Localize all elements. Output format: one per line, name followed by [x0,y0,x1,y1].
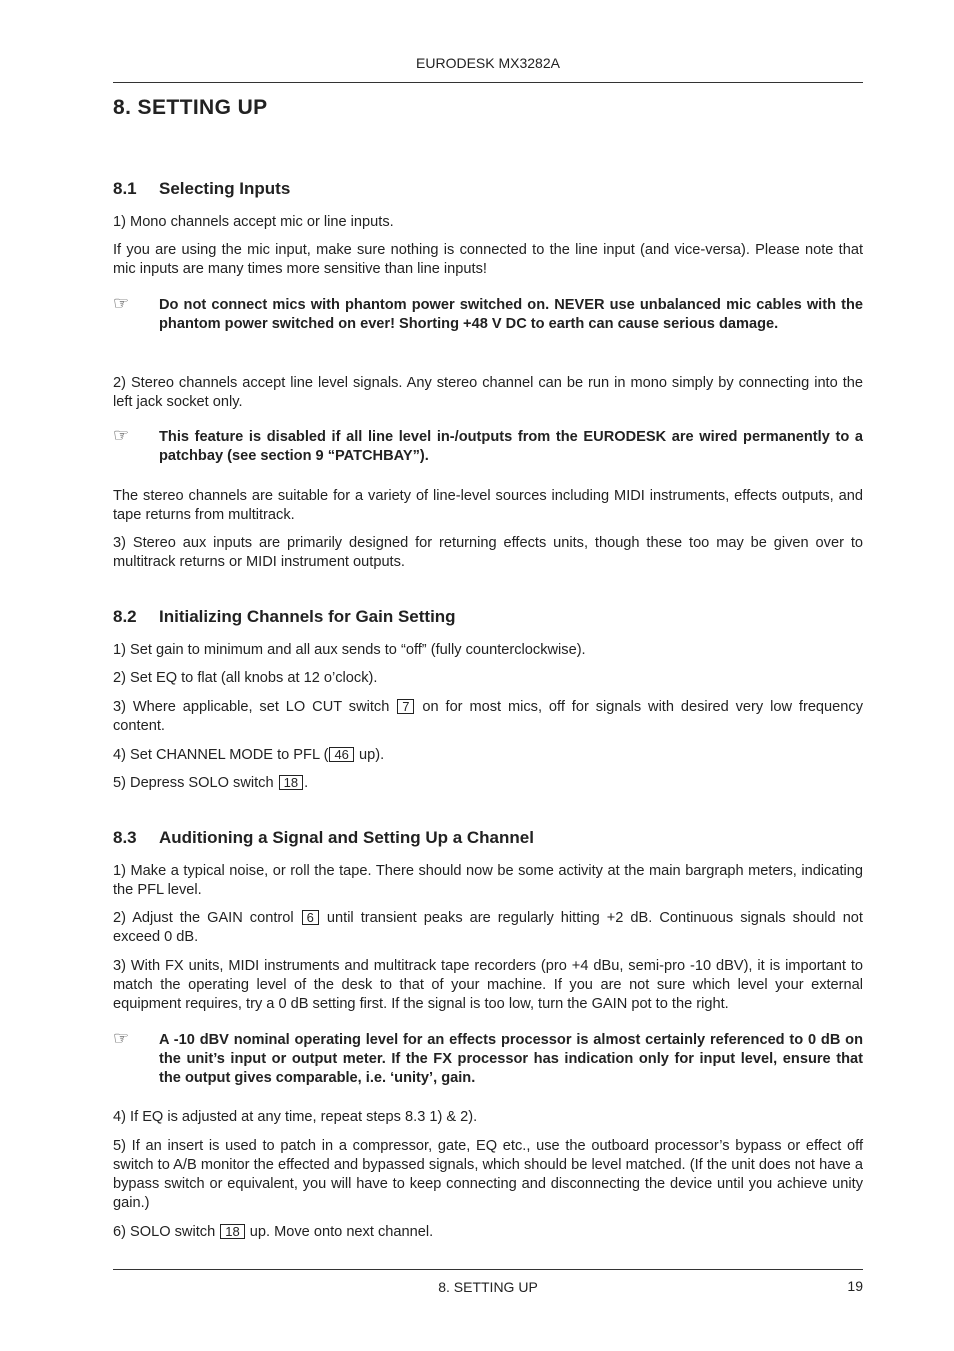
section-heading-8-1 [113,179,290,199]
paragraph: 4) If EQ is adjusted at any time, repeat steps 8.3 1) & 2). [113,1109,478,1125]
note-text: This feature is disabled if all line level in-/outputs from the EURODESK are wired permanently to a patchbay (see section 9 “PATCHBAY”). [159,429,863,464]
paragraph: 1) Set gain to minimum and all aux sends to “off” (fully counterclockwise). [113,642,586,658]
section-title: Auditioning a Signal and Setting Up a Channel [159,828,534,847]
pointing-hand-icon: ☞ [113,293,130,314]
section-title: Selecting Inputs [159,179,291,198]
control-number-box: 18 [220,1224,244,1239]
text-run: on for most mics, off for signals with desired very low frequency content. [113,699,863,734]
section-number: 8.2 [113,607,137,626]
text-run: up). [354,747,385,763]
control-number-box: 6 [302,910,319,925]
paragraph: 2) Set EQ to flat (all knobs at 12 o’clock). [113,670,378,686]
paragraph: If you are using the mic input, make sure nothing is connected to the line input (and vice-versa). Please note that mic inputs are many times more sensitive than line inputs! [113,242,863,277]
pointing-hand-icon: ☞ [113,1028,130,1049]
paragraph [113,1223,863,1242]
text-run: 5) Depress SOLO switch [113,775,278,791]
section-number: 8.3 [113,828,137,847]
paragraph: 3) With FX units, MIDI instruments and multitrack tape recorders (pro +4 dBu, semi-pro -10 dBV), it is important to match the operating level of the desk to that of your machine. If you are not sure which level your external equipment requires, try a 0 dB setting first. If the signal is too low, turn the GAIN pot to the right. [113,958,863,1012]
text-run: . [304,775,309,791]
paragraph: The stereo channels are suitable for a variety of line-level sources including MIDI instruments, effects outputs, and tape returns from multitrack. [113,488,863,523]
text-run: 2) Adjust the GAIN control [113,910,301,926]
paragraph [113,774,863,793]
control-number-box: 18 [279,775,303,790]
section-heading-8-3 [113,828,534,848]
control-number-box: 7 [397,699,414,714]
footer-rule [113,1269,863,1270]
paragraph: 1) Mono channels accept mic or line inputs. [113,214,394,230]
note-text: Do not connect mics with phantom power switched on. NEVER use unbalanced mic cables with the phantom power switched on ever! Shorting +48 V DC to earth can cause serious damage. [159,297,863,332]
paragraph: 2) Stereo channels accept line level signals. Any stereo channel can be run in mono simply by connecting into the left jack socket only. [113,375,863,410]
paragraph: 1) Make a typical noise, or roll the tape. There should now be some activity at the main bargraph meters, indicating the PFL level. [113,863,863,898]
note-text: A -10 dBV nominal operating level for an effects processor is almost certainly referenced to 0 dB on the unit’s input or output meter. If the FX processor has indication only for input level, ensure that the output gives comparable, i.e. ‘unity’, gain. [159,1032,863,1086]
text-run: 3) Where applicable, set LO CUT switch [113,699,397,715]
text-run: 6) SOLO switch [113,1224,220,1240]
section-title: Initializing Channels for Gain Setting [159,607,456,626]
text-run: up. Move onto next channel. [245,1224,434,1240]
chapter-title: 8. SETTING UP [113,96,268,119]
paragraph: 5) If an insert is used to patch in a compressor, gate, EQ etc., use the outboard processor’s bypass or effect off switch to A/B monitor the effected and bypassed signals, which should be level matched. (If the unit does not have a bypass switch or equivalent, you will have to keep connecting and disconnecting the device until you achieve unity gain.) [113,1138,863,1211]
text-run: until transient peaks are regularly hitting +2 dB. Continuous signals should not exceed 0 dB. [113,910,863,945]
running-header: EURODESK MX3282A [416,55,560,71]
paragraph [113,909,863,947]
control-number-box: 46 [329,747,353,762]
page-number: 19 [847,1278,863,1294]
pointing-hand-icon: ☞ [113,425,130,446]
running-footer: 8. SETTING UP [438,1279,538,1295]
text-run: 4) Set CHANNEL MODE to PFL ( [113,747,329,763]
header-rule [113,82,863,83]
section-heading-8-2 [113,607,456,627]
paragraph: 3) Stereo aux inputs are primarily designed for returning effects units, though these too may be given over to multitrack returns or MIDI instrument outputs. [113,535,863,570]
section-number: 8.1 [113,179,137,198]
paragraph [113,698,863,736]
paragraph [113,746,863,765]
